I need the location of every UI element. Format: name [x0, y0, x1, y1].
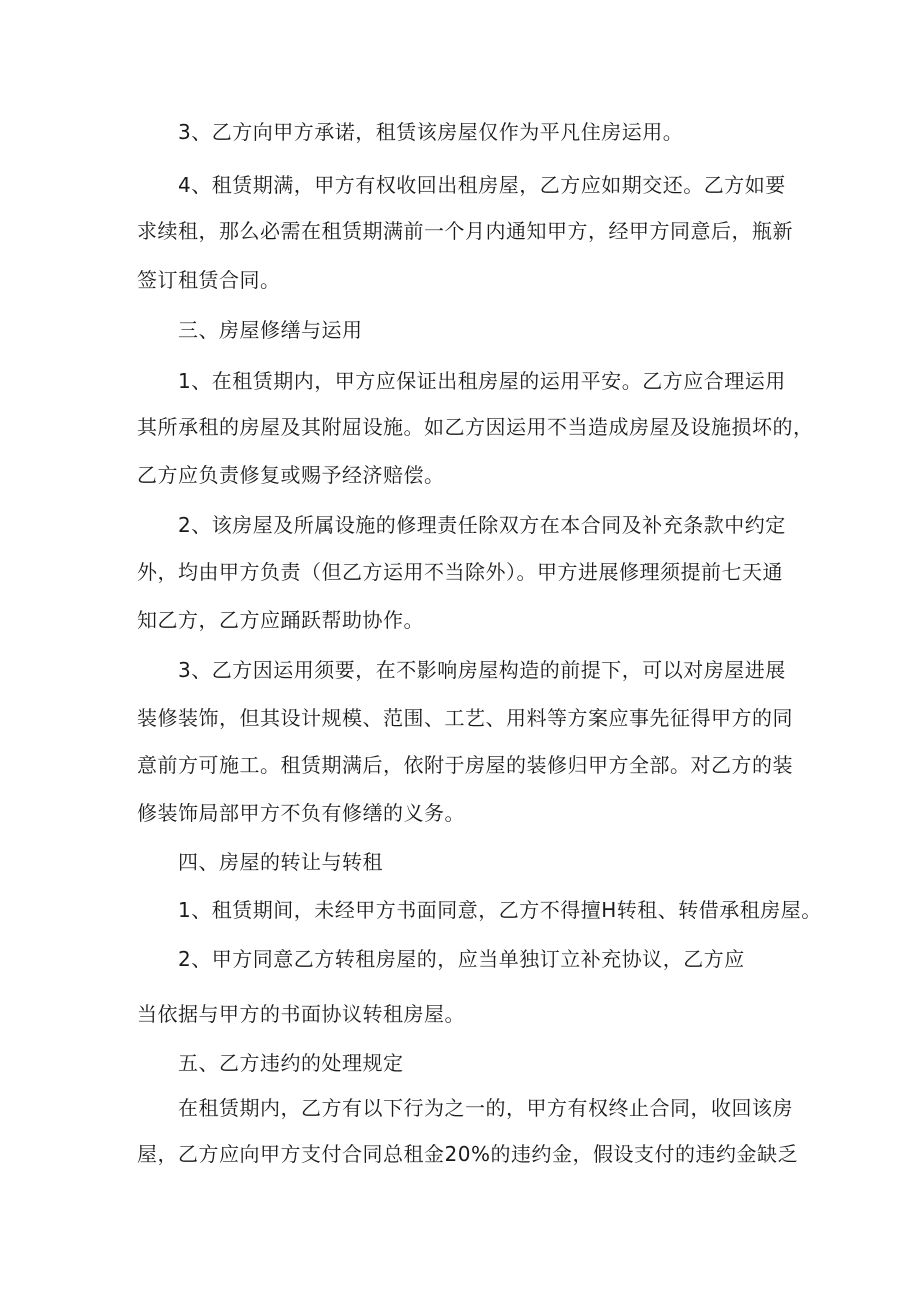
- paragraph-line: 求续租，那么必需在租赁期满前一个月内通知甲方，经甲方同意后，瓶新: [137, 219, 793, 243]
- paragraph-line: 其所承租的房屋及其附屈设施。如乙方因运用不当造成房屋及设施损坏的，: [137, 415, 814, 439]
- paragraph-line: 4、租赁期满，甲方有权收回出租房屋，乙方应如期交还。乙方如要: [178, 173, 786, 197]
- paragraph-line: 2、该房屋及所属设施的修理责任除双方在本合同及补充条款中约定: [178, 513, 786, 537]
- section-heading: 三、房屋修缮与运用: [178, 318, 363, 342]
- paragraph-line: 1、租赁期间，未经甲方书面同意，乙方不得擅H转租、转借承租房屋。: [178, 898, 822, 922]
- section-heading: 四、房屋的转让与转租: [178, 850, 383, 874]
- paragraph-line: 屋，乙方应向甲方支付合同总租金20%的违约金，假设支付的违约金缺乏: [137, 1142, 798, 1166]
- paragraph-line: 签订租赁合同。: [137, 268, 281, 292]
- paragraph-line: 1、在租赁期内，甲方应保证出租房屋的运用平安。乙方应合理运用: [178, 369, 786, 393]
- paragraph-line: 在租赁期内，乙方有以下行为之一的，甲方有权终止合同，收回该房: [178, 1096, 793, 1120]
- paragraph-line: 当依据与甲方的书面协议转租房屋。: [137, 1002, 465, 1026]
- paragraph-line: 意前方可施工。租赁期满后，依附于房屋的装修归甲方全部。对乙方的装: [137, 753, 793, 777]
- paragraph-line: 知乙方，乙方应踊跃帮助协作。: [137, 608, 424, 632]
- paragraph-line: 外，均由甲方负责（但乙方运用不当除外）。甲方进展修理须提前七天通: [137, 560, 783, 584]
- paragraph-line: 3、乙方因运用须要，在不影响房屋构造的前提下，可以对房屋进展: [178, 658, 786, 682]
- paragraph-line: 修装饰局部甲方不负有修缮的义务。: [137, 801, 465, 825]
- paragraph-line: 装修装饰，但其设计规模、范围、工艺、用料等方案应事先征得甲方的同: [137, 706, 793, 730]
- paragraph-line: 3、乙方向甲方承诺，租赁该房屋仅作为平凡住房运用。: [178, 120, 684, 144]
- section-heading: 五、乙方违约的处理规定: [178, 1051, 404, 1075]
- paragraph-line: 乙方应负责修复或赐予经济赔偿。: [137, 463, 445, 487]
- paragraph-line: 2、甲方同意乙方转租房屋的，应当单独订立补充协议，乙方应: [178, 947, 745, 971]
